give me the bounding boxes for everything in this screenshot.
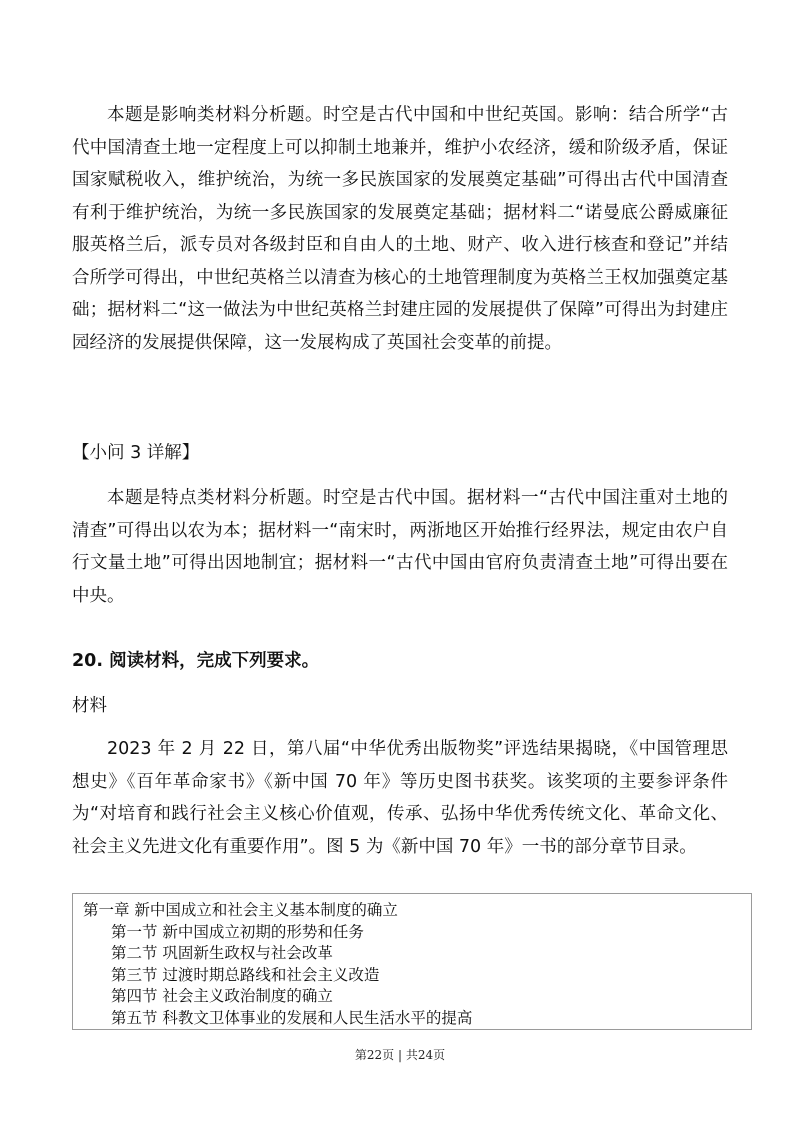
question-20-title: 20. 阅读材料，完成下列要求。 (72, 651, 320, 671)
page-number-footer: 第22页 | 共24页 (354, 1048, 446, 1062)
toc-section-item: 第三节 过渡时期总路线和社会主义改造 (111, 965, 380, 984)
subquestion-3-heading: 【小问 3 详解】 (72, 443, 200, 463)
material-paragraph: 2023 年 2 月 22 日，第八届“中华优秀出版物奖”评选结果揭晓，《中国管理思想史》《百年革命家书》《新中国 70 年》等历史图书获奖。该奖项的主要参评条件为“对培育和践行社会主义核心价值观，传承、弘扬中华优秀传统文化、革命文化、社会主义先进文化有重要作用”。图 5 为《新中国 70 年》一书的部分章节目录。 (72, 739, 728, 857)
toc-section-item: 第四节 社会主义政治制度的确立 (111, 987, 333, 1005)
material-label: 材料 (72, 696, 107, 716)
feature-analysis-paragraph: 本题是特点类材料分析题。时空是古代中国。据材料一“古代中国注重对土地的清查”可得出以农为本；据材料一“南宋时，两浙地区开始推行经界法，规定由农户自行文量土地”可得出因地制宜；据材料一“古代中国由官府负责清查土地”可得出要在中央。 (72, 488, 728, 606)
influence-analysis-paragraph: 本题是影响类材料分析题。时空是古代中国和中世纪英国。影响：结合所学“古代中国清查土地一定程度上可以抑制土地兼并，维护小农经济，缓和阶级矛盾，保证国家赋税收入，维护统治，为统一多民族国家的发展奠定基础”可得出古代中国清查有利于维护统治，为统一多民族国家的发展奠定基础；据材料二“诺曼底公爵威廉征服英格兰后，派专员对各级封臣和自由人的土地、财产、收入进行核查和登记”并结合所学可得出，中世纪英格兰以清查为核心的土地管理制度为英格兰王权加强奠定基础；据材料二“这一做法为中世纪英格兰封建庄园的发展提供了保障”可得出为封建庄园经济的发展提供保障，这一发展构成了英国社会变革的前提。 (72, 105, 728, 353)
toc-section-item: 第二节 巩固新生政权与社会改革 (111, 944, 333, 962)
toc-chapter-title: 第一章 新中国成立和社会主义基本制度的确立 (83, 901, 398, 919)
table-of-contents-box (72, 893, 752, 1030)
toc-section-item: 第一节 新中国成立初期的形势和任务 (111, 922, 364, 941)
toc-section-item: 第五节 科教文卫体事业的发展和人民生活水平的提高 (111, 1008, 473, 1027)
